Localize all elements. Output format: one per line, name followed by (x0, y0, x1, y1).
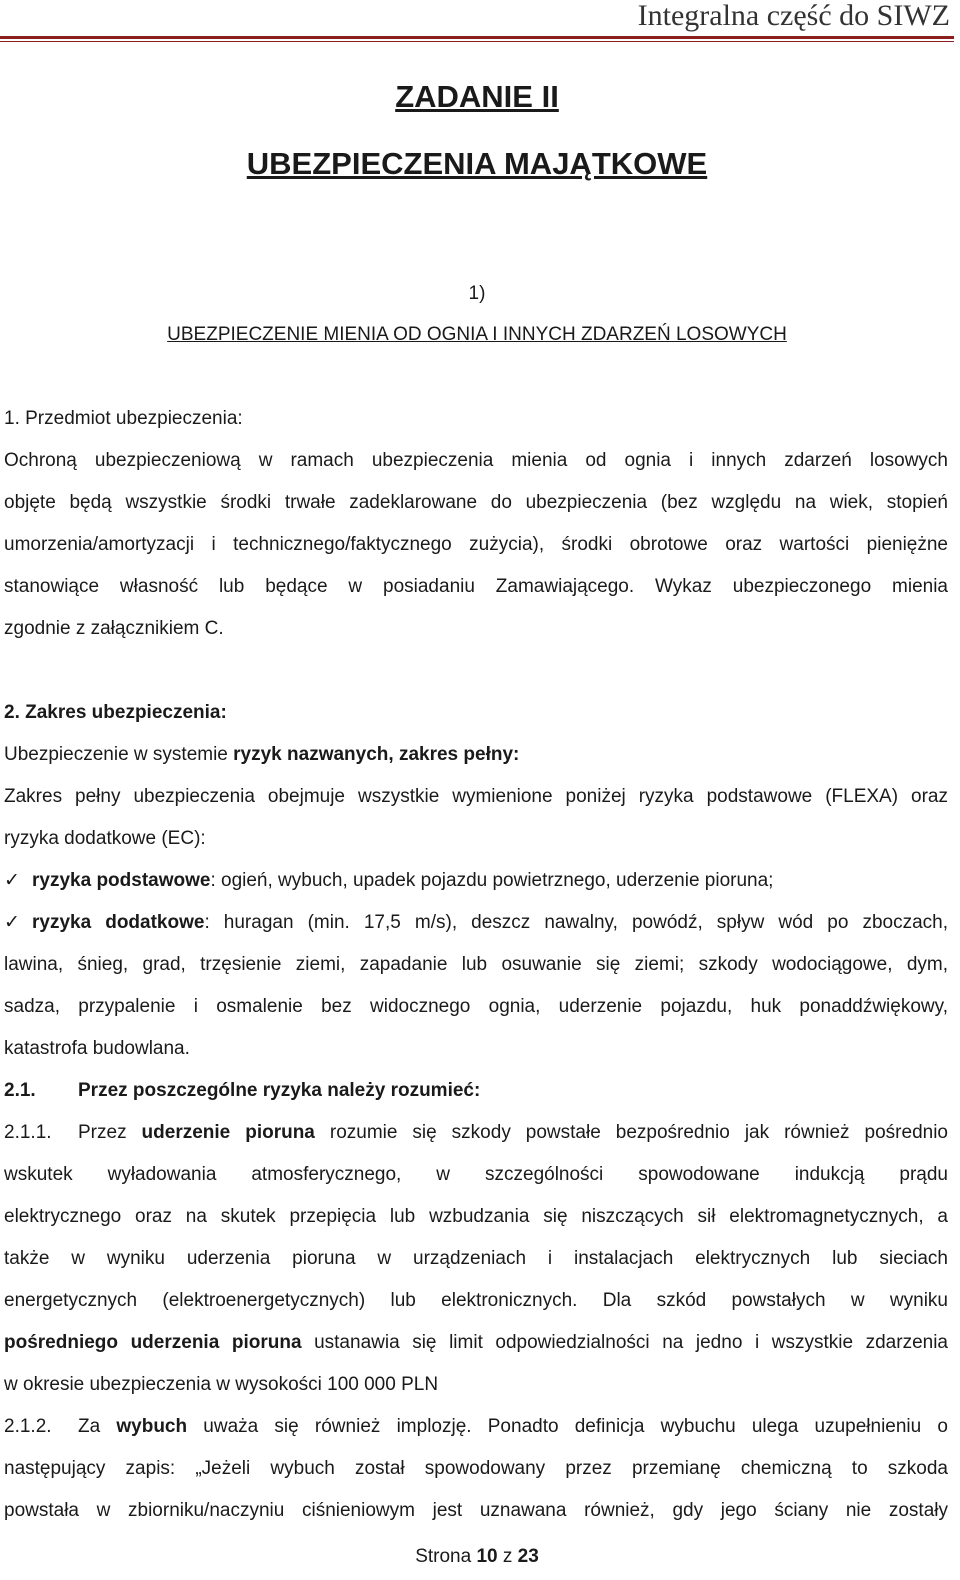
header-rule-thin (0, 41, 954, 42)
document-header-title: Integralna część do SIWZ (637, 0, 950, 32)
header-rule-thick (0, 36, 954, 39)
total-pages-number: 23 (517, 1546, 539, 1567)
subject-line: objęte będą wszystkie środki trwałe zadeklarowane do ubezpieczenia (bez względu na wiek, stopień (4, 492, 948, 513)
explosion-line: powstała w zbiorniku/naczyniu ciśnieniowym jest uznawana również, gdy jego ściany nie zostały (4, 1500, 948, 1521)
checkmark-icon: ✓ (4, 870, 20, 891)
section-number: 1) (468, 283, 486, 304)
subject-line: Ochroną ubezpieczeniową w ramach ubezpieczenia mienia od ognia i innych zdarzeń losowych (4, 450, 948, 471)
scope-line: Zakres pełny ubezpieczenia obejmuje wszystkie wymienione poniżej ryzyka podstawowe (FLEXA) oraz (4, 786, 948, 807)
lightning-line: także w wyniku uderzenia pioruna w urządzeniach i instalacjach elektrycznych lub sieciach (4, 1248, 948, 1269)
scope-heading: 2. Zakres ubezpieczenia: (4, 702, 227, 723)
scope-line: lawina, śnieg, grad, trzęsienie ziemi, zapadanie lub osuwanie się ziemi; szkody wodociągowe, dym, (4, 954, 948, 975)
lightning-definition: 2.1.1. Przez uderzenie pioruna rozumie się szkody powstałe bezpośrednio jak również pośrednio (4, 1122, 948, 1143)
current-page-number: 10 (476, 1546, 498, 1567)
scope-system-line: Ubezpieczenie w systemie ryzyk nazwanych, zakres pełny: (4, 744, 520, 765)
lightning-line: elektrycznego oraz na skutek przepięcia lub wzbudzania się niszczących sił elektromagnetycznych, a (4, 1206, 948, 1227)
risks-definition-heading: 2.1. Przez poszczególne ryzyka należy rozumieć: (4, 1080, 481, 1101)
subject-heading: 1. Przedmiot ubezpieczenia: (4, 408, 243, 429)
category-title: UBEZPIECZENIA MAJĄTKOWE (246, 146, 708, 181)
lightning-line: wskutek wyładowania atmosferycznego, w szczególności spowodowane indukcją prądu (4, 1164, 948, 1185)
subject-line: stanowiące własność lub będące w posiadaniu Zamawiającego. Wykaz ubezpieczonego mienia (4, 576, 948, 597)
bullet-additional-risks: ✓ ryzyka dodatkowe: huragan (min. 17,5 m/s), deszcz nawalny, powódź, spływ wód po zboczach, (4, 912, 949, 933)
explosion-line: następujący zapis: „Jeżeli wybuch został spowodowany przez przemianę chemiczną to szkoda (4, 1458, 948, 1479)
scope-line: katastrofa budowlana. (4, 1038, 190, 1059)
page-footer: Strona 10 z 23 (415, 1546, 539, 1567)
bullet-basic-risks: ✓ ryzyka podstawowe: ogień, wybuch, upadek pojazdu powietrznego, uderzenie pioruna; (4, 870, 774, 891)
subject-line: zgodnie z załącznikiem C. (4, 618, 224, 639)
section-name: UBEZPIECZENIE MIENIA OD OGNIA I INNYCH ZDARZEŃ LOSOWYCH (167, 324, 787, 345)
explosion-definition: 2.1.2. Za wybuch uważa się również implozję. Ponadto definicja wybuchu ulega uzupełnieniu o (4, 1416, 948, 1437)
checkmark-icon: ✓ (4, 912, 20, 933)
subject-line: umorzenia/amortyzacji i technicznego/faktycznego zużycia), środki obrotowe oraz wartości pieniężne (4, 534, 948, 555)
lightning-line: energetycznych (elektroenergetycznych) lub elektronicznych. Dla szkód powstałych w wyniku (4, 1290, 948, 1311)
zadanie-title: ZADANIE II (395, 79, 559, 114)
scope-line: sadza, przypalenie i osmalenie bez widocznego ognia, uderzenie pojazdu, huk ponaddźwiękowy, (4, 996, 948, 1017)
scope-line: ryzyka dodatkowe (EC): (4, 828, 206, 849)
lightning-line: pośredniego uderzenia pioruna ustanawia się limit odpowiedzialności na jedno i wszystkie zdarzenia (4, 1332, 948, 1353)
lightning-line: w okresie ubezpieczenia w wysokości 100 000 PLN (4, 1374, 439, 1395)
